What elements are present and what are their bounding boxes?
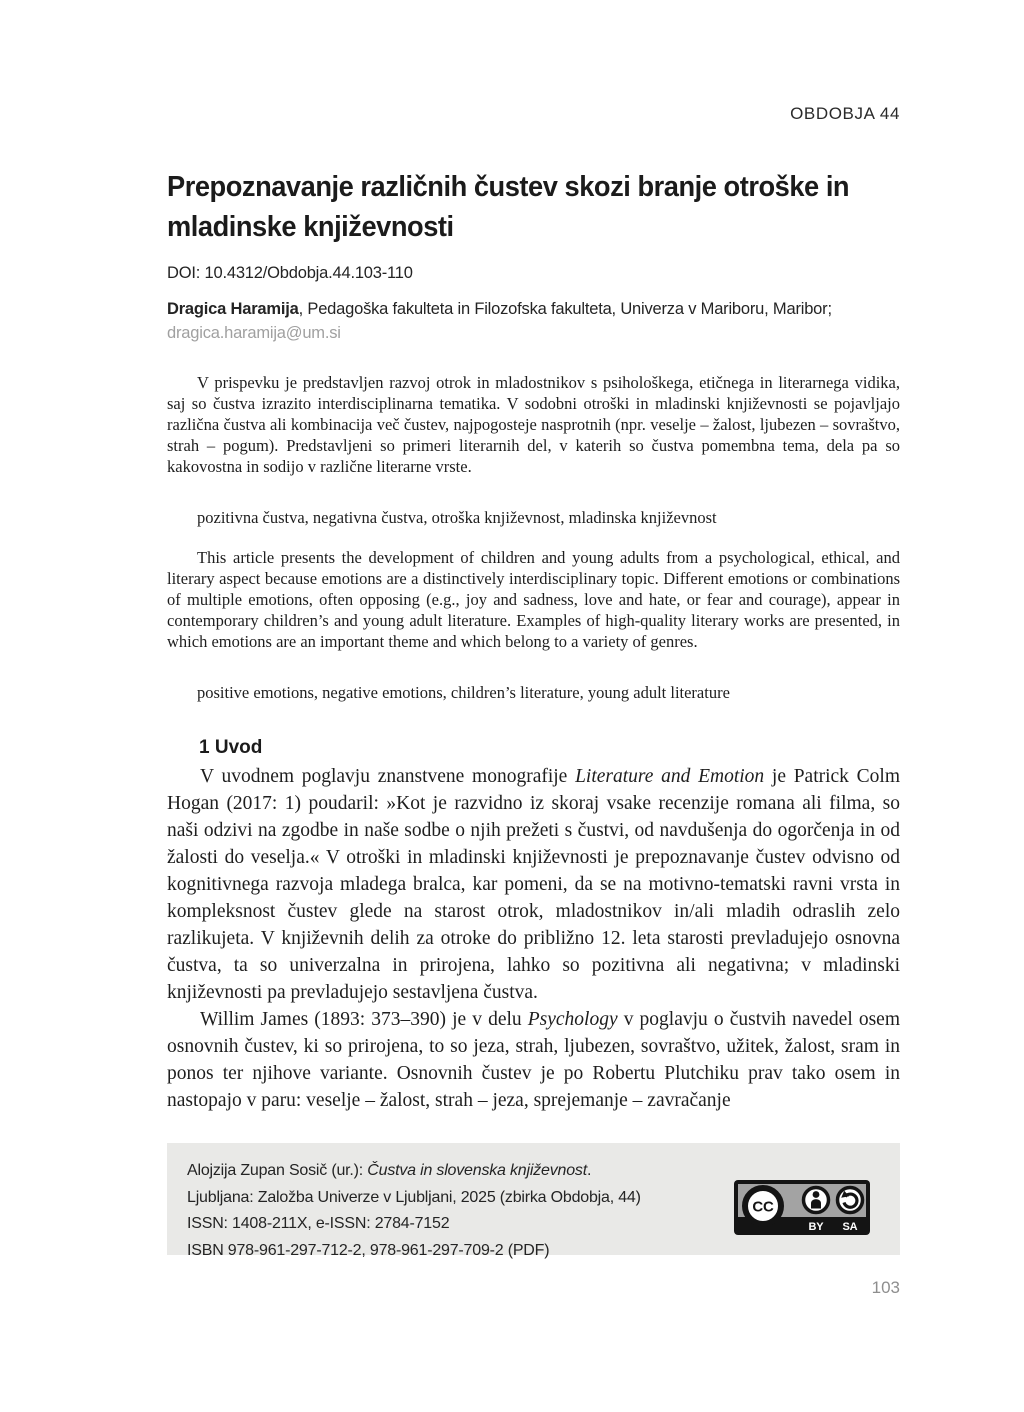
- cc-sa-icon: [838, 1188, 863, 1213]
- article-title-line-2: mladinske književnosti: [167, 211, 454, 243]
- colophon-line-isbn: ISBN 978-961-297-712-2, 978-961-297-709-2 (PDF): [187, 1241, 550, 1259]
- author-affiliation: , Pedagoška fakulteta in Filozofska fakulteta, Univerza v Mariboru, Maribor;: [298, 300, 832, 318]
- cc-by-label: BY: [808, 1221, 824, 1233]
- uvod-paragraph-1: [167, 763, 900, 1006]
- abstract-slovenian: V prispevku je predstavljen razvoj otrok in mladostnikov s psihološkega, etičnega in literarnega vidika, saj so čustva izrazito interdisciplinarna tematika. V sodobni otroški in mladinski književnosti se pojavljajo različna čustva ali kombinacija več čustev, najpogosteje nasprotnih (npr. veselje – žalost, ljubezen – sovraštvo, strah – pogum). Predstavljeni so primeri literarnih del, v katerih so čustva pomembna tema, dela pa so kakovostna in sodijo v različne literarne vrste.: [167, 373, 900, 476]
- colophon-book-title: Čustva in slovenska književnost: [367, 1162, 587, 1179]
- cc-icon: [745, 1188, 781, 1224]
- para1-text: V uvodnem poglavju znanstvene monografije: [200, 766, 576, 787]
- journal-header: OBDOBJA 44: [790, 104, 900, 123]
- svg-text:CC: CC: [752, 1198, 774, 1216]
- article-title-line-1: Prepoznavanje različnih čustev skozi branje otroške in: [167, 171, 850, 203]
- colophon-box: [167, 1143, 900, 1259]
- uvod-paragraph-2: [167, 1006, 900, 1114]
- para2-italic-title: Psychology: [527, 1009, 618, 1030]
- author-line: [167, 297, 907, 321]
- para1-italic-title: Literature and Emotion: [575, 766, 765, 787]
- doi: DOI: 10.4312/Obdobja.44.103-110: [167, 264, 413, 282]
- author-email-link[interactable]: dragica.haramija@um.si: [167, 324, 341, 342]
- para2-text: Willim James (1893: 373–390) je v delu: [200, 1009, 528, 1030]
- colophon-editor-period: .: [586, 1162, 592, 1179]
- article-title: [167, 167, 919, 247]
- section-heading-uvod: 1 Uvod: [199, 737, 263, 758]
- keywords-english: positive emotions, negative emotions, children’s literature, young adult literature: [197, 683, 730, 702]
- abstract-english: This article presents the development of children and young adults from a psychological, ethical, and literary aspect because emotions are a distinctively interdisciplinary topic. Different emotions or combinations of multiple emotions, often opposing (e.g., joy and sadness, love and hate, or fear and courage), appear in contemporary children’s and young adult literature. Examples of high-quality literary works are presented, in which emotions are an important theme and which belong to a variety of genres.: [167, 548, 900, 651]
- body-text: [167, 763, 900, 1114]
- cc-sa-label: SA: [842, 1221, 858, 1233]
- colophon-line-issn: ISSN: 1408-211X, e-ISSN: 2784-7152: [187, 1215, 450, 1232]
- para2-text-continued: v poglavju o čustvih navedel osem osnovnih čustev, ki so prirojena, to so jeza, strah, ljubezen, sovraštvo, užitek, žalost, sram in ponos ter njihove variante. Osnovnih čustev je po Robertu Plutchiku prav tako osem in nastopajo v paru: veselje – žalost, strah – jeza, sprejemanje – zavračanje: [167, 1009, 900, 1111]
- keywords-slovenian: pozitivna čustva, negativna čustva, otroška književnost, mladinska književnost: [197, 508, 717, 527]
- author-block: [167, 297, 907, 345]
- colophon-line-publisher: Ljubljana: Založba Univerze v Ljubljani, 2025 (zbirka Obdobja, 44): [187, 1188, 641, 1206]
- page-number: 103: [871, 1278, 900, 1297]
- para1-text-continued: je Patrick Colm Hogan (2017: 1) poudaril: »Kot je razvidno iz skoraj vsake recenzije romana ali filma, so naši odzivi na zgodbe in naše sodbe o njih prežeti s čustvi, od navdušenja do ogorčenja in od žalosti do veselja.« V otroški in mladinski književnosti je prepoznavanje čustev odvisno od kognitivnega razvoja mladega bralca, kar pomeni, da se na motivno-tematski ravni vrsta in kompleksnost čustev glede na starost otrok, mladostnikov in/ali mladih odraslih zelo razlikujeta. V književnih delih za otroke do približno 12. leta starosti prevladujejo osnovna čustva, ta so univerzalna in prirojena, lahko so pozitivna ali negativna; v mladinski književnosti pa prevladujejo sestavljena čustva.: [167, 766, 900, 1003]
- author-name: Dragica Haramija: [167, 300, 299, 318]
- colophon-editor-text: Alojzija Zupan Sosič (ur.):: [187, 1162, 368, 1179]
- cc-by-icon: [804, 1188, 829, 1213]
- cc-by-sa-license-badge[interactable]: [734, 1180, 870, 1235]
